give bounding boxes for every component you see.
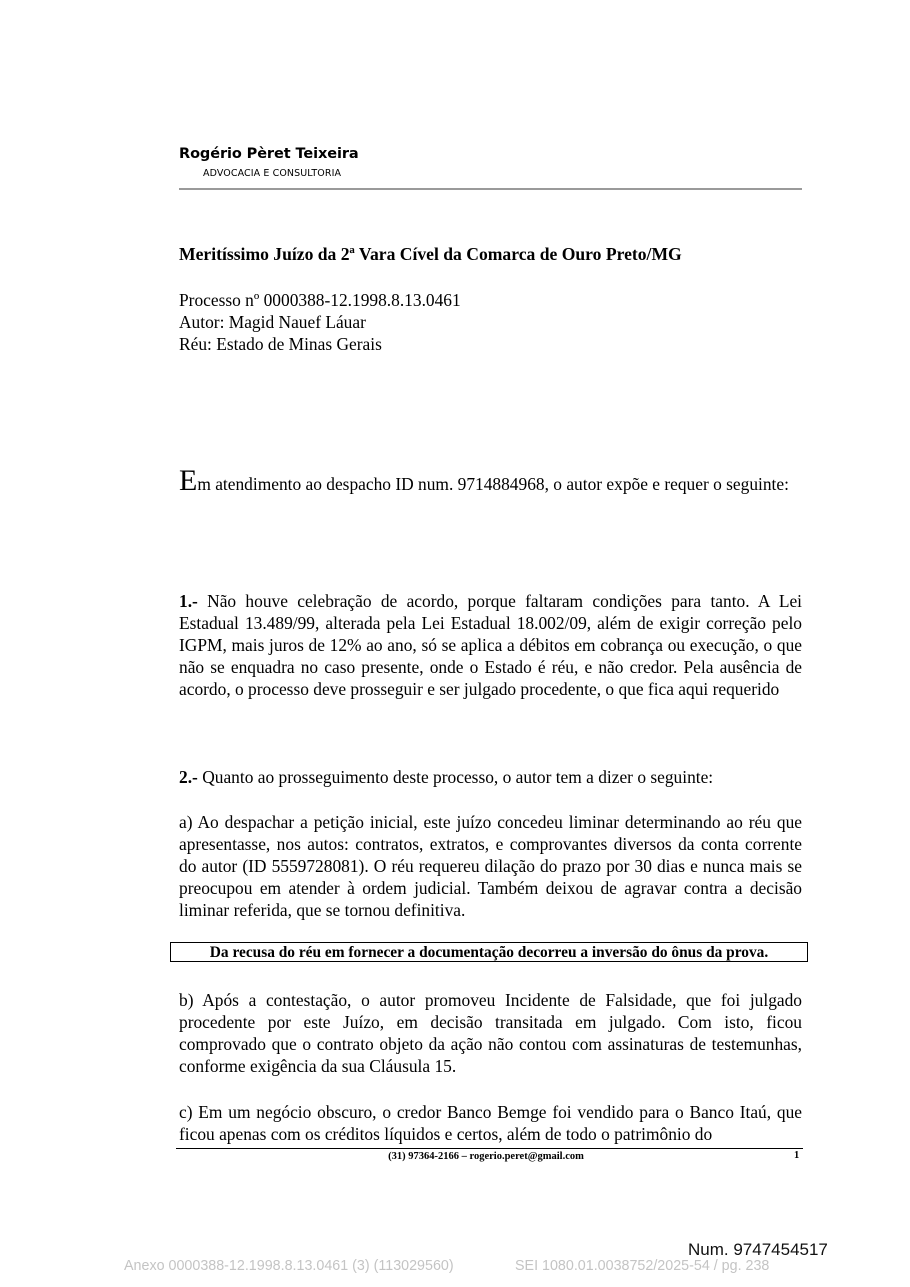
document-number-stamp: Num. 9747454517: [688, 1240, 828, 1259]
sei-stamp: SEI 1080.01.0038752/2025-54 / pg. 238: [515, 1258, 770, 1274]
footer-contact: (31) 97364-2166 – rogerio.peret@gmail.com: [388, 1151, 584, 1162]
item-2-paragraph: [179, 766, 802, 788]
intro-initial: E: [179, 464, 198, 497]
paragraph-b: b) Após a contestação, o autor promoveu Incidente de Falsidade, que foi julgado procedente por este Juízo, em decisão transitada em julgado. Com isto, ficou comprovado que o contrato objeto da ação não contou com assinaturas de testemunhas, conforme exigência da sua Cláusula 15.: [179, 990, 802, 1076]
intro-text: m atendimento ao despacho ID num. 9714884968, o autor expõe e requer o seguinte:: [197, 474, 789, 494]
addressee-heading: Meritíssimo Juízo da 2ª Vara Cível da Comarca de Ouro Preto/MG: [179, 244, 682, 264]
letterhead-divider: [179, 188, 802, 190]
page-number: 1: [794, 1150, 800, 1161]
footer-divider: [176, 1148, 803, 1149]
intro-paragraph: [179, 464, 802, 497]
paragraph-c: c) Em um negócio obscuro, o credor Banco Bemge foi vendido para o Banco Itaú, que ficou apenas com os créditos líquidos e certos, além de todo o patrimônio do: [179, 1102, 802, 1144]
item-1-paragraph: [179, 590, 802, 700]
letterhead-subtitle: ADVOCACIA E CONSULTORIA: [203, 168, 342, 179]
case-process-number: Processo nº 0000388-12.1998.8.13.0461: [179, 290, 461, 310]
annex-stamp: Anexo 0000388-12.1998.8.13.0461 (3) (113029560): [124, 1258, 454, 1274]
item-1-text: Não houve celebração de acordo, porque faltaram condições para tanto. A Lei Estadual 13.489/99, alterada pela Lei Estadual 18.002/09, além de exigir correção pelo IGPM, mais juros de 12% ao ano, só se aplica a débitos em cobrança ou execução, o que não se enquadra no caso presente, onde o Estado é réu, e não credor. Pela ausência de acordo, o processo deve prosseguir e ser julgado procedente, o que fica aqui requerido: [179, 591, 802, 699]
highlight-box: Da recusa do réu em fornecer a documentação decorreu a inversão do ônus da prova.: [170, 942, 808, 962]
item-2-label: 2.-: [179, 767, 198, 787]
item-2-text: Quanto ao prosseguimento deste processo, o autor tem a dizer o seguinte:: [197, 767, 714, 787]
case-author: Autor: Magid Nauef Láuar: [179, 312, 366, 332]
case-defendant: Réu: Estado de Minas Gerais: [179, 334, 382, 354]
case-info: [179, 289, 802, 355]
item-1-label: 1.-: [179, 591, 198, 611]
paragraph-a: a) Ao despachar a petição inicial, este juízo concedeu liminar determinando ao réu que apresentasse, nos autos: contratos, extratos, e comprovantes diversos da conta corrente do autor (ID 5559728081). O réu requereu dilação do prazo por 30 dias e nunca mais se preocupou em atender à ordem judicial. Também deixou de agravar contra a decisão liminar referida, que se tornou definitiva.: [179, 812, 802, 920]
letterhead-name: Rogério Pèret Teixeira: [179, 146, 359, 162]
